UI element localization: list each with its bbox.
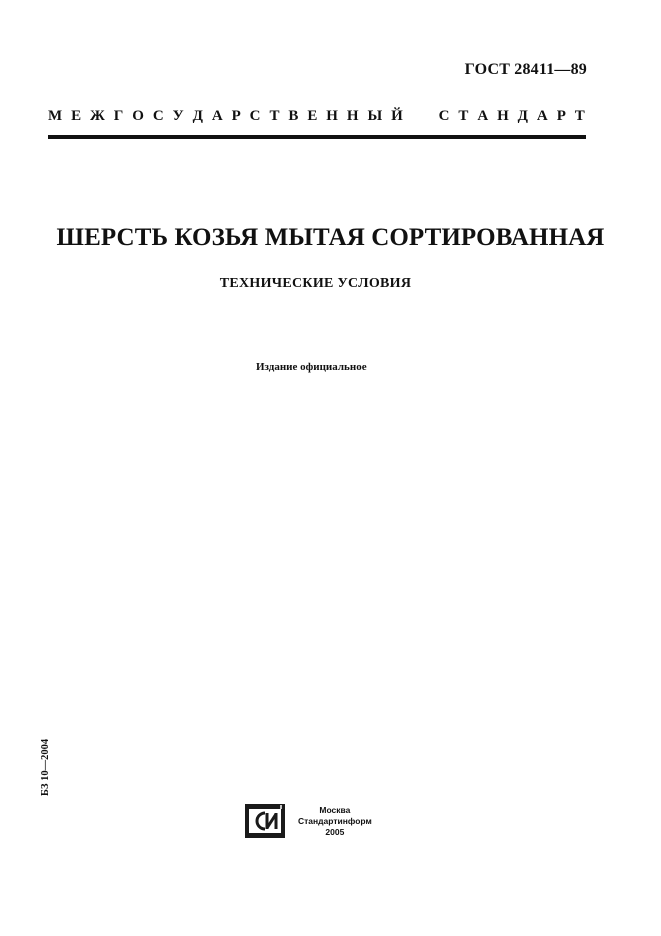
publisher-city: Москва [319, 804, 351, 815]
document-title: ШЕРСТЬ КОЗЬЯ МЫТАЯ СОРТИРОВАННАЯ [56, 224, 605, 251]
category-letter: Н [346, 108, 359, 124]
category-letter: О [132, 108, 144, 124]
edition-label: Издание официальное [256, 361, 367, 373]
category-letter: Р [556, 108, 566, 124]
category-letter: А [477, 108, 489, 124]
category-letter: Г [113, 108, 124, 124]
standard-category [48, 106, 585, 126]
category-letter: Д [517, 108, 528, 124]
header-divider [48, 135, 586, 139]
document-subtitle: ТЕХНИЧЕСКИЕ УСЛОВИЯ [219, 276, 412, 291]
category-letter: В [288, 108, 299, 124]
category-letter: Н [326, 108, 338, 124]
category-letter: Ы [367, 108, 383, 124]
category-letter: А [211, 108, 223, 124]
category-letter: А [536, 108, 548, 124]
category-letter: У [172, 108, 184, 124]
category-letter: Й [391, 108, 403, 124]
category-letter: С [249, 108, 261, 124]
publisher-year: 2005 [325, 826, 345, 837]
side-code: БЗ 10—2004 [40, 738, 51, 796]
category-letter: Ж [90, 108, 105, 124]
standard-number: ГОСТ 28411—89 [464, 61, 587, 78]
category-letter: Т [574, 108, 585, 124]
category-letter: Е [307, 108, 318, 124]
category-word-gap [412, 106, 430, 126]
category-letter: Р [231, 108, 241, 124]
category-letter: Н [497, 108, 509, 124]
publisher-block [245, 804, 372, 838]
category-letter: С [152, 108, 164, 124]
category-letter: М [48, 108, 63, 124]
category-letter: Т [269, 108, 280, 124]
standartinform-logo-icon [245, 804, 285, 838]
category-letter: Е [71, 108, 82, 124]
publisher-name: Стандартинформ [298, 815, 372, 826]
category-letter: Т [458, 108, 469, 124]
category-letter: С [438, 108, 450, 124]
category-letter: Д [192, 108, 203, 124]
